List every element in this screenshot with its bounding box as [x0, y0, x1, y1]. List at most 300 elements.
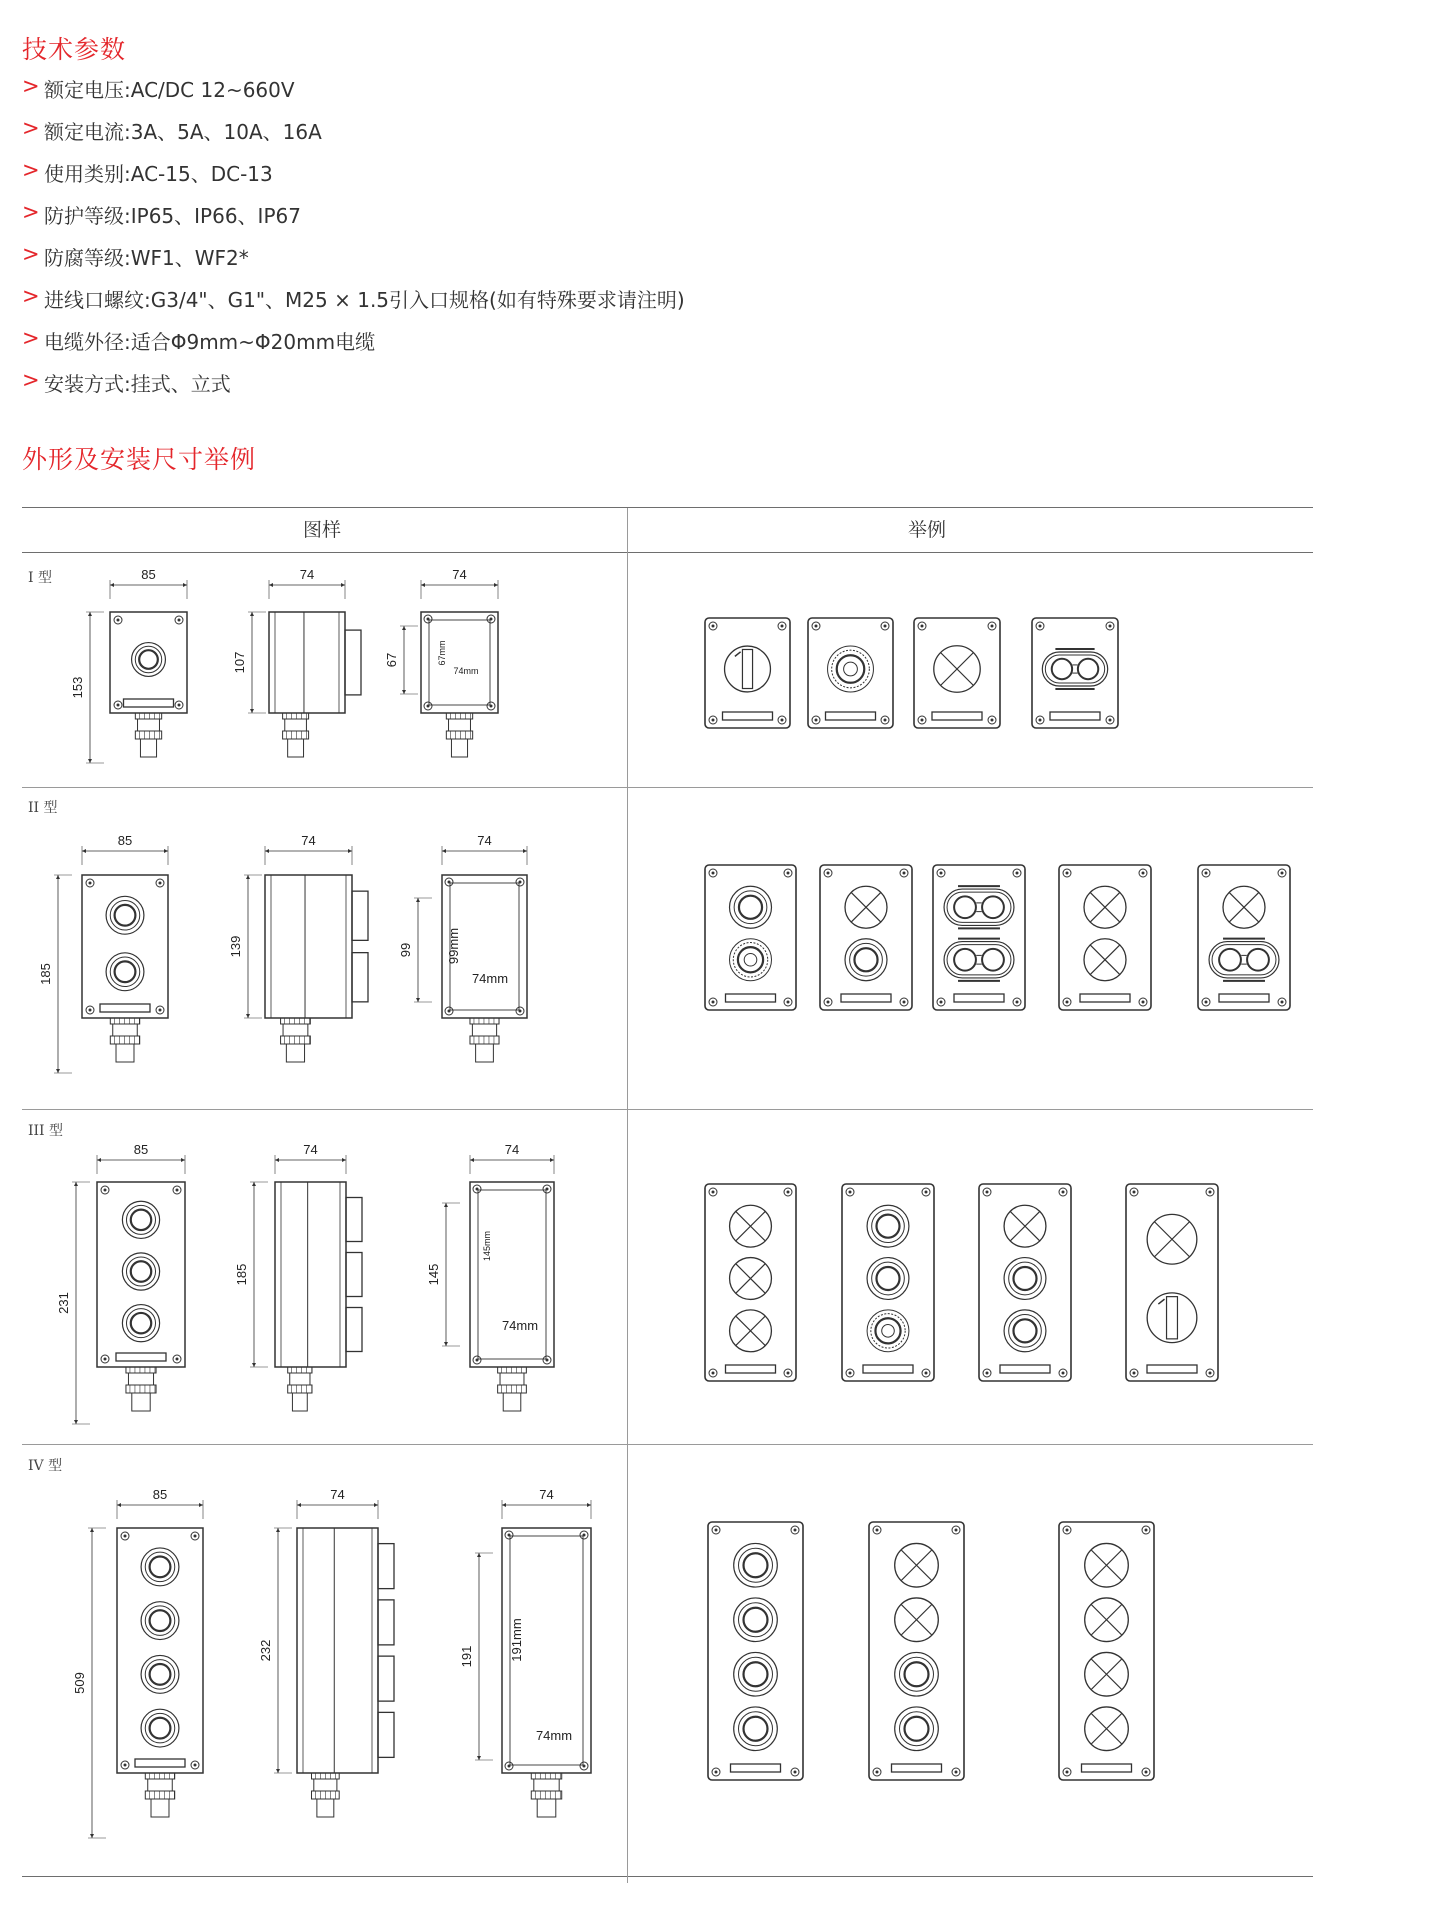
side-actuator	[346, 1308, 362, 1352]
screw-center	[124, 1764, 127, 1767]
arrowhead	[269, 583, 273, 587]
gland-body	[290, 1373, 310, 1385]
pushbutton-icon	[730, 886, 772, 928]
chevron-right-icon: >	[22, 242, 40, 266]
arrowhead	[117, 1503, 121, 1507]
arrowhead	[442, 849, 446, 853]
gland-body	[500, 1373, 524, 1385]
screw-center	[1109, 719, 1112, 722]
double-button-ring	[947, 892, 1011, 922]
dimension-label: 509	[72, 1672, 87, 1694]
dimension-label: 232	[258, 1639, 273, 1662]
screw-center	[1281, 1001, 1284, 1004]
gland-seal	[132, 1393, 150, 1411]
inner-width-label: 74mm	[535, 1728, 573, 1743]
selector-knob	[1167, 1297, 1178, 1339]
arrowhead	[477, 1553, 481, 1557]
screw-center	[583, 1765, 586, 1768]
screw-center	[1109, 625, 1112, 628]
back-enclosure	[421, 612, 498, 713]
nameplate	[1000, 1365, 1050, 1373]
gland-nut	[288, 1367, 312, 1373]
dimension-label: 139	[228, 935, 243, 958]
side-enclosure	[297, 1528, 378, 1773]
inner-width-label: 74mm	[453, 666, 479, 676]
screw-center	[849, 1191, 852, 1194]
screw-center	[781, 719, 784, 722]
screw-center	[787, 872, 790, 875]
arrowhead	[183, 583, 187, 587]
double-right-cap	[982, 949, 1004, 971]
screw-center	[925, 1372, 928, 1375]
screw-center	[1209, 1372, 1212, 1375]
screw-center	[176, 1358, 179, 1361]
gland-body	[128, 1373, 153, 1385]
screw-center	[519, 881, 522, 884]
inner-height-label: 145mm	[482, 1230, 492, 1262]
pushbutton-icon	[734, 1652, 778, 1696]
gland-body	[283, 1024, 308, 1036]
pushbutton-icon	[122, 1305, 159, 1342]
screw-center	[1142, 1001, 1145, 1004]
screw-center	[787, 1372, 790, 1375]
screw-center	[1145, 1529, 1148, 1532]
screw-center	[903, 872, 906, 875]
pushbutton-icon	[106, 896, 144, 934]
screw-center	[715, 1529, 718, 1532]
pushbutton-cap	[150, 1664, 171, 1685]
pushbutton-cap	[744, 1553, 768, 1577]
screw-center	[427, 705, 430, 708]
screw-center	[1066, 1001, 1069, 1004]
type-label-4: IV 型	[28, 1458, 63, 1474]
side-actuator	[346, 1198, 362, 1242]
screw-center	[1066, 1529, 1069, 1532]
spec-text: 进线口螺纹:G3/4"、G1"、M25 × 1.5引入口规格(如有特殊要求请注明)	[44, 288, 685, 312]
double-left-cap	[1052, 659, 1072, 679]
screw-center	[1066, 1771, 1069, 1774]
gland-nut	[281, 1018, 311, 1024]
screw-center	[89, 882, 92, 885]
screw-center	[884, 719, 887, 722]
emergency-center	[882, 1325, 895, 1338]
chevron-right-icon: >	[22, 200, 40, 224]
side-enclosure	[269, 612, 345, 713]
dimension-label: 74	[330, 1487, 345, 1502]
gland-nut	[498, 1367, 527, 1373]
emergency-stop-icon	[730, 939, 772, 981]
arrowhead	[348, 849, 352, 853]
arrowhead	[477, 1756, 481, 1760]
side-enclosure	[265, 875, 352, 1018]
screw-center	[925, 1191, 928, 1194]
type-label-1: I 型	[28, 570, 52, 586]
pushbutton-cap	[131, 1210, 151, 1230]
front-enclosure	[110, 612, 187, 713]
pushbutton-icon	[1004, 1258, 1046, 1300]
screw-center	[508, 1765, 511, 1768]
dimension-label: 85	[117, 833, 133, 848]
gland-seal	[503, 1393, 521, 1411]
chevron-right-icon: >	[22, 74, 40, 98]
nameplate	[863, 1365, 913, 1373]
arrowhead	[265, 849, 269, 853]
arrowhead	[252, 1363, 256, 1367]
inner-height-label: 67mm	[437, 640, 447, 666]
arrowhead	[276, 1528, 280, 1532]
screw-center	[194, 1764, 197, 1767]
dimension-label: 185	[38, 963, 53, 985]
screw-center	[1205, 872, 1208, 875]
back-inner	[478, 1190, 546, 1359]
nameplate	[932, 712, 982, 720]
gland-seal	[140, 739, 156, 757]
dimension-label: 145	[426, 1263, 441, 1286]
double-button-ring	[1045, 655, 1104, 683]
dimension-label: 107	[232, 651, 247, 674]
arrowhead	[342, 1158, 346, 1162]
arrowhead	[416, 898, 420, 902]
gland-seal	[151, 1799, 169, 1817]
screw-center	[712, 872, 715, 875]
screw-center	[884, 625, 887, 628]
double-button-ring	[1212, 945, 1276, 975]
screw-center	[903, 1001, 906, 1004]
screw-center	[787, 1001, 790, 1004]
arrowhead	[297, 1503, 301, 1507]
screw-center	[159, 882, 162, 885]
arrowhead	[470, 1158, 474, 1162]
pushbutton-icon	[122, 1253, 159, 1290]
screw-center	[1142, 872, 1145, 875]
arrowhead	[276, 1769, 280, 1773]
screw-center	[827, 1001, 830, 1004]
gland-body	[138, 719, 160, 731]
screw-center	[1209, 1191, 1212, 1194]
pushbutton-cap	[150, 1556, 171, 1577]
screw-center	[849, 1372, 852, 1375]
screw-center	[712, 1191, 715, 1194]
double-left-cap	[954, 949, 976, 971]
screw-center	[546, 1188, 549, 1191]
dimension-label: 231	[56, 1292, 71, 1314]
inner-height-label: 191mm	[509, 1618, 524, 1662]
screw-center	[712, 1372, 715, 1375]
screw-center	[712, 719, 715, 722]
selector-knob	[742, 649, 752, 688]
screw-center	[1133, 1372, 1136, 1375]
dimension-label: 99	[398, 942, 413, 958]
pushbutton-icon	[141, 1602, 179, 1640]
nameplate	[100, 1004, 150, 1012]
arrowhead	[374, 1503, 378, 1507]
arrowhead	[181, 1158, 185, 1162]
arrowhead	[444, 1203, 448, 1207]
nameplate	[841, 994, 891, 1002]
chevron-right-icon: >	[22, 368, 40, 392]
screw-center	[955, 1529, 958, 1532]
arrowhead	[56, 875, 60, 879]
dimension-label: 74	[477, 833, 492, 848]
gland-nut	[145, 1773, 174, 1779]
gland-body	[148, 1779, 173, 1791]
selector-mark	[1158, 1299, 1164, 1304]
emergency-cap	[738, 947, 763, 972]
arrowhead	[56, 1069, 60, 1073]
front-enclosure	[117, 1528, 203, 1773]
nameplate	[1080, 994, 1130, 1002]
dimension-label: 67	[384, 652, 399, 668]
pushbutton-icon	[141, 1709, 179, 1747]
arrowhead	[250, 709, 254, 713]
screw-center	[117, 619, 120, 622]
nameplate	[135, 1759, 185, 1767]
double-left-cap	[1219, 949, 1241, 971]
pushbutton-cap	[1013, 1319, 1036, 1342]
chevron-right-icon: >	[22, 158, 40, 182]
pushbutton-icon	[734, 1707, 778, 1751]
screw-center	[1039, 719, 1042, 722]
pushbutton-icon	[895, 1652, 939, 1696]
pushbutton-icon	[867, 1258, 909, 1300]
double-button-ring	[947, 945, 1011, 975]
dimension-label: 185	[234, 1263, 249, 1286]
screw-center	[117, 704, 120, 707]
pushbutton-cap	[150, 1718, 171, 1739]
pushbutton-cap	[139, 650, 158, 669]
pushbutton-cap	[905, 1662, 929, 1686]
side-actuator	[378, 1712, 394, 1757]
arrowhead	[82, 849, 86, 853]
emergency-center	[844, 662, 858, 676]
nameplate	[1082, 1764, 1132, 1772]
type-label-3: III 型	[28, 1123, 64, 1139]
screw-center	[1066, 872, 1069, 875]
screw-center	[427, 618, 430, 621]
screw-center	[986, 1372, 989, 1375]
screw-center	[794, 1529, 797, 1532]
screw-center	[194, 1535, 197, 1538]
chevron-right-icon: >	[22, 326, 40, 350]
nameplate	[116, 1353, 166, 1361]
screw-center	[448, 881, 451, 884]
screw-center	[1205, 1001, 1208, 1004]
nameplate	[1147, 1365, 1197, 1373]
arrowhead	[90, 1528, 94, 1532]
back-enclosure	[470, 1182, 554, 1367]
arrowhead	[246, 1014, 250, 1018]
arrowhead	[97, 1158, 101, 1162]
spec-text: 额定电压:AC/DC 12~660V	[44, 78, 295, 102]
arrowhead	[502, 1503, 506, 1507]
pushbutton-icon	[141, 1655, 179, 1693]
screw-center	[991, 625, 994, 628]
arrowhead	[416, 998, 420, 1002]
spec-text: 使用类别:AC-15、DC-13	[44, 162, 273, 186]
gland-seal	[288, 739, 304, 757]
nameplate	[1219, 994, 1269, 1002]
example-enclosure	[1126, 1184, 1218, 1381]
screw-center	[546, 1359, 549, 1362]
dimension-label: 74	[452, 567, 467, 582]
gland-seal	[286, 1044, 304, 1062]
arrowhead	[164, 849, 168, 853]
gland-nut	[470, 1018, 499, 1024]
dimension-section-title: 外形及安装尺寸举例	[22, 445, 257, 474]
screw-center	[827, 872, 830, 875]
gland-seal	[451, 739, 467, 757]
type-label-2: II 型	[28, 800, 58, 816]
screw-center	[476, 1188, 479, 1191]
nameplate	[723, 712, 773, 720]
screw-center	[712, 1001, 715, 1004]
pushbutton-icon	[895, 1707, 939, 1751]
nameplate	[826, 712, 876, 720]
pushbutton-cap	[876, 1215, 899, 1238]
spec-section-title: 技术参数	[22, 35, 127, 64]
side-actuator	[378, 1600, 394, 1645]
pushbutton-cap	[1013, 1267, 1036, 1290]
nameplate	[1050, 712, 1100, 720]
emergency-center	[744, 953, 757, 966]
gland-nut	[145, 1791, 174, 1799]
gland-body	[449, 719, 471, 731]
pushbutton-cap	[739, 896, 762, 919]
side-actuator	[345, 630, 361, 695]
screw-center	[781, 625, 784, 628]
screw-center	[876, 1529, 879, 1532]
gland-seal	[476, 1044, 494, 1062]
arrowhead	[110, 583, 114, 587]
emergency-stop-icon	[867, 1310, 909, 1352]
gland-body	[285, 719, 307, 731]
side-actuator	[378, 1656, 394, 1701]
arrowhead	[444, 1342, 448, 1346]
side-actuator	[352, 891, 368, 940]
arrowhead	[341, 583, 345, 587]
dimension-label: 191	[459, 1645, 474, 1668]
screw-center	[991, 719, 994, 722]
gland-nut	[110, 1036, 139, 1044]
gland-nut	[110, 1018, 139, 1024]
dimension-label: 74	[539, 1487, 554, 1502]
pushbutton-cap	[876, 1267, 899, 1290]
screw-center	[476, 1359, 479, 1362]
arrowhead	[74, 1420, 78, 1424]
pushbutton-icon	[867, 1205, 909, 1247]
gland-nut	[531, 1773, 561, 1779]
gland-nut	[498, 1385, 527, 1393]
screw-center	[159, 1009, 162, 1012]
screw-center	[490, 705, 493, 708]
pushbutton-icon	[141, 1548, 179, 1586]
double-right-cap	[1247, 949, 1269, 971]
double-right-cap	[982, 896, 1004, 918]
header-examples: 举例	[908, 519, 947, 541]
pushbutton-icon	[122, 1201, 159, 1238]
nameplate	[892, 1764, 942, 1772]
spec-text: 安装方式:挂式、立式	[44, 372, 231, 396]
nameplate	[124, 699, 174, 707]
screw-center	[815, 719, 818, 722]
gland-seal	[317, 1799, 334, 1817]
screw-center	[448, 1010, 451, 1013]
screw-center	[876, 1771, 879, 1774]
screw-center	[1016, 872, 1019, 875]
nameplate	[726, 994, 776, 1002]
side-actuator	[352, 953, 368, 1002]
screw-center	[1016, 1001, 1019, 1004]
screw-center	[921, 719, 924, 722]
arrowhead	[587, 1503, 591, 1507]
screw-center	[1133, 1191, 1136, 1194]
arrowhead	[90, 1834, 94, 1838]
pushbutton-cap	[115, 905, 136, 926]
pushbutton-cap	[744, 1608, 768, 1632]
pushbutton-cap	[150, 1610, 171, 1631]
screw-center	[794, 1771, 797, 1774]
arrowhead	[550, 1158, 554, 1162]
screw-center	[89, 1009, 92, 1012]
screw-center	[712, 625, 715, 628]
dimension-label: 85	[133, 1142, 149, 1157]
screw-center	[176, 1189, 179, 1192]
pushbutton-icon	[734, 1543, 778, 1587]
pushbutton-icon	[734, 1598, 778, 1642]
gland-nut	[126, 1367, 156, 1373]
nameplate	[726, 1365, 776, 1373]
pushbutton-icon	[132, 643, 166, 677]
arrowhead	[402, 626, 406, 630]
arrowhead	[199, 1503, 203, 1507]
dimension-label: 74	[504, 1142, 520, 1157]
arrowhead	[523, 849, 527, 853]
pushbutton-icon	[845, 939, 887, 981]
emergency-stop-icon	[828, 646, 874, 692]
gland-seal	[292, 1393, 307, 1411]
dimension-label: 85	[152, 1487, 168, 1502]
gland-seal	[116, 1044, 134, 1062]
screw-center	[1062, 1372, 1065, 1375]
arrowhead	[494, 583, 498, 587]
screw-center	[1145, 1771, 1148, 1774]
arrowhead	[74, 1182, 78, 1186]
dimension-label: 74	[299, 567, 315, 582]
chevron-right-icon: >	[22, 284, 40, 308]
arrowhead	[275, 1158, 279, 1162]
dimension-label: 153	[70, 676, 85, 699]
screw-center	[715, 1771, 718, 1774]
example-enclosure	[1059, 1522, 1154, 1780]
screw-center	[490, 618, 493, 621]
spec-text: 防护等级:IP65、IP66、IP67	[44, 204, 301, 228]
screw-center	[921, 625, 924, 628]
pushbutton-cap	[131, 1261, 151, 1281]
arrowhead	[402, 690, 406, 694]
pushbutton-icon	[1004, 1310, 1046, 1352]
spec-text: 防腐等级:WF1、WF2*	[44, 246, 249, 270]
screw-center	[986, 1191, 989, 1194]
spec-text: 额定电流:3A、5A、10A、16A	[44, 120, 322, 144]
emergency-cap	[837, 655, 865, 683]
screw-center	[1039, 625, 1042, 628]
pushbutton-cap	[744, 1662, 768, 1686]
pushbutton-cap	[905, 1717, 929, 1741]
screw-center	[104, 1189, 107, 1192]
pushbutton-cap	[744, 1717, 768, 1741]
gland-nut	[281, 1036, 311, 1044]
pushbutton-icon	[106, 953, 144, 991]
